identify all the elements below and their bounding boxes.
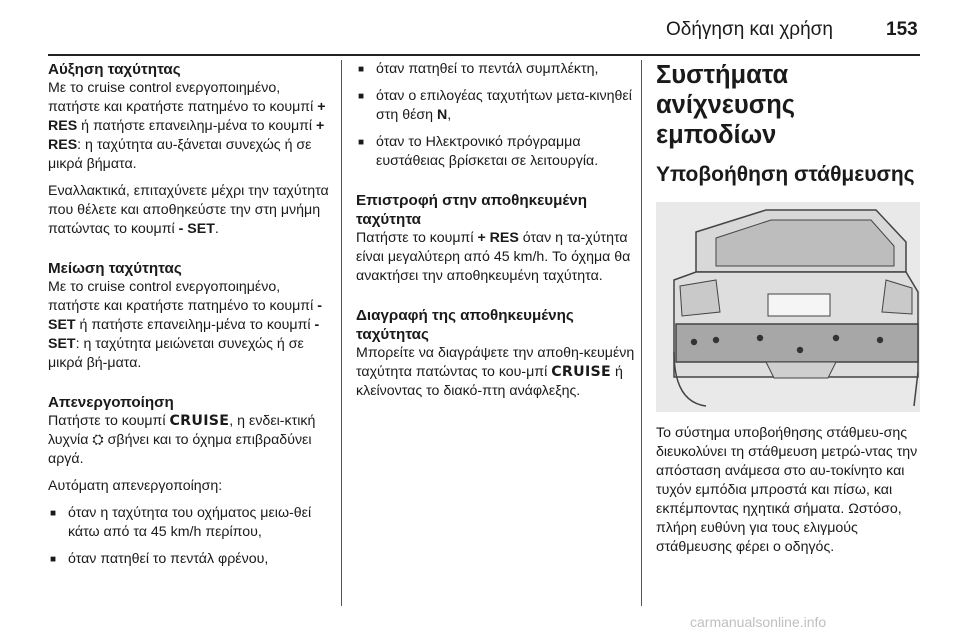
section-title: Υποβοήθηση στάθμευσης bbox=[656, 163, 915, 186]
paragraph-parking-assist: Το σύστημα υποβοήθησης στάθμευ-σης διευκολύνει τη στάθμευση μετρώ-ντας την απόσταση ανάμεσα στο αυ-τοκίνητο και τυχόν εμπόδια μπροστά και πίσω, και εκπέμποντας ηχητικά σήματα. Ωστόσο, πλήρη ευθύνη για τους ελιγμούς στάθμευσης φέρει ο οδηγός. bbox=[656, 425, 918, 555]
list-item: ■ όταν πατηθεί το πεντάλ φρένου, bbox=[48, 550, 333, 569]
page-header bbox=[0, 0, 960, 56]
paragraph-speed-increase-2 bbox=[48, 182, 333, 239]
paragraph-speed-decrease bbox=[48, 278, 333, 373]
text: Πατήστε το κουμπί bbox=[356, 230, 478, 246]
section-heading-speed-increase: Αύξηση ταχύτητας bbox=[48, 61, 181, 78]
column-divider-2 bbox=[641, 60, 642, 606]
section-heading-deactivation: Απενεργοποίηση bbox=[48, 394, 174, 411]
button-ref-set: - SET bbox=[48, 317, 320, 352]
button-ref-cruise: CRUISE bbox=[551, 364, 612, 380]
text: όταν ο επιλογέας ταχυτήτων μετα-κινηθεί στη θέση bbox=[376, 88, 632, 123]
button-ref-res: + RES bbox=[48, 99, 326, 134]
car-rear-illustration bbox=[656, 202, 920, 412]
button-ref-res: + RES bbox=[48, 118, 325, 153]
chapter-title: Συστήματα ανίχνευσης εμποδίων bbox=[656, 61, 796, 149]
text: όταν η τα-χύτητα είναι μεγαλύτερη από 45 km/h. Το όχημα θα ανακτήσει την αποθηκευμένη ταχύτητα. bbox=[356, 230, 631, 284]
text: , bbox=[447, 107, 452, 123]
list-item bbox=[356, 87, 638, 125]
button-ref-set: - SET bbox=[178, 221, 215, 237]
paragraph-speed-increase-1 bbox=[48, 79, 333, 174]
paragraph-deactivation-1 bbox=[48, 412, 333, 469]
page-number: 153 bbox=[886, 19, 918, 40]
parking-sensor-car-illustration bbox=[656, 202, 920, 412]
text: ή κλείνοντας το διακό-πτη ανάφλεξης. bbox=[356, 364, 623, 399]
header-divider bbox=[48, 54, 920, 56]
column-1 bbox=[48, 60, 333, 577]
text: : η ταχύτητα μειώνεται συνεχώς ή σε μικρά βή-ματα. bbox=[48, 336, 304, 371]
text: : η ταχύτητα αυ-ξάνεται συνεχώς ή σε μικρά βήματα. bbox=[48, 137, 312, 172]
column-2 bbox=[356, 60, 638, 409]
gear-position-n: N bbox=[437, 107, 448, 123]
text: Με το cruise control ενεργοποιημένο, πατήστε και κρατήστε πατημένο το κουμπί bbox=[48, 80, 318, 115]
text: ή πατήστε επανειλημ-μένα το κουμπί bbox=[77, 118, 317, 134]
list-item: ■ όταν η ταχύτητα του οχήματος μειω-θεί κάτω από τα 45 km/h περίπου, bbox=[48, 504, 333, 542]
paragraph-deactivation-2: Αυτόματη απενεργοποίηση: bbox=[48, 478, 223, 494]
paragraph-resume-speed bbox=[356, 229, 638, 286]
text: Εναλλακτικά, επιταχύνετε μέχρι την ταχύτητα που θέλετε και αποθηκεύστε την στη μνήμη πατώντας το κουμπί bbox=[48, 183, 329, 237]
text: . bbox=[214, 221, 219, 237]
text: , η ενδει-κτική λυχνία bbox=[48, 413, 316, 448]
paragraph-clear-speed bbox=[356, 344, 638, 401]
text: σβήνει και το όχημα επιβραδύνει αργά. bbox=[48, 432, 312, 467]
button-ref-set: - SET bbox=[48, 298, 322, 333]
section-heading-resume-speed: Επιστροφή στην αποθηκευμένη ταχύτητα bbox=[356, 192, 587, 228]
text: Μπορείτε να διαγράψετε την αποθη-κευμένη ταχύτητα πατώντας το κου-μπί bbox=[356, 345, 635, 380]
deactivation-list-continued bbox=[356, 60, 638, 171]
list-item: ■ όταν το Ηλεκτρονικό πρόγραμμα ευστάθειας βρίσκεται σε λειτουργία. bbox=[356, 133, 638, 171]
list-item: ■ όταν πατηθεί το πεντάλ συμπλέκτη, bbox=[356, 60, 638, 79]
cruise-control-indicator-icon: ⛭ bbox=[92, 432, 104, 448]
text: Με το cruise control ενεργοποιημένο, πατήστε και κρατήστε πατημένο το κουμπί bbox=[48, 279, 318, 314]
text: ή πατήστε επανειλημ-μένα το κουμπί bbox=[75, 317, 315, 333]
text: Πατήστε το κουμπί bbox=[48, 413, 170, 429]
page-header-title: Οδήγηση και χρήση bbox=[666, 19, 833, 40]
deactivation-list bbox=[48, 504, 333, 569]
button-ref-cruise: CRUISE bbox=[169, 413, 230, 429]
column-divider-1 bbox=[341, 60, 342, 606]
section-heading-speed-decrease: Μείωση ταχύτητας bbox=[48, 260, 182, 277]
button-ref-res: + RES bbox=[477, 230, 519, 246]
column-3 bbox=[656, 60, 920, 565]
section-heading-clear-speed: Διαγραφή της αποθηκευμένης ταχύτητας bbox=[356, 307, 574, 343]
watermark: carmanualsonline.info bbox=[690, 614, 827, 630]
